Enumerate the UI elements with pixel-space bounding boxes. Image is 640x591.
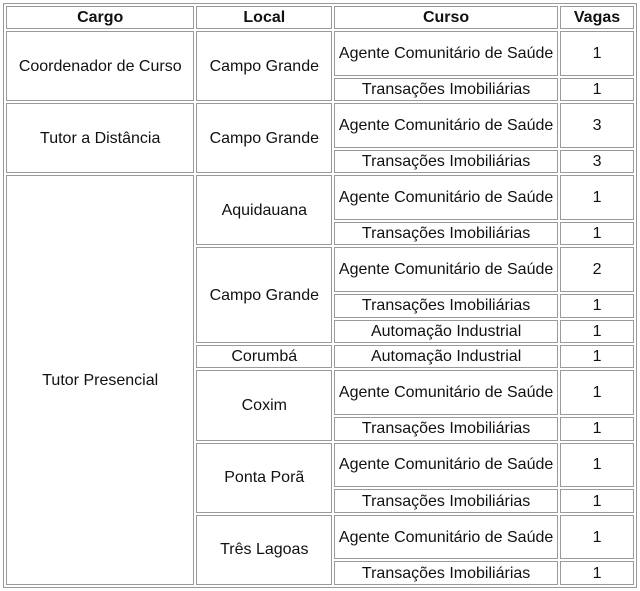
vagas-table [3,3,637,588]
header-vagas: Vagas [560,6,634,29]
table-row [6,103,634,148]
vagas-cell: 1 [560,320,634,343]
curso-cell: Transações Imobiliárias [334,561,558,585]
curso-cell: Transações Imobiliárias [334,489,558,512]
local-cell: Campo Grande [196,31,332,101]
cargo-cell: Tutor Presencial [6,175,194,585]
curso-cell: Automação Industrial [334,345,558,368]
header-curso: Curso [334,6,558,29]
header-cargo: Cargo [6,6,194,29]
vagas-cell: 1 [560,370,634,415]
curso-cell: Agente Comunitário de Saúde [334,175,558,220]
vagas-cell: 1 [560,561,634,585]
vagas-cell: 1 [560,31,634,76]
vagas-cell: 2 [560,247,634,292]
cargo-cell: Tutor a Distância [6,103,194,173]
vagas-cell: 1 [560,515,634,560]
table-row [6,175,634,220]
cargo-cell: Coordenador de Curso [6,31,194,101]
vagas-cell: 3 [560,150,634,173]
curso-cell: Transações Imobiliárias [334,78,558,101]
vagas-cell: 1 [560,222,634,245]
table-row [6,31,634,76]
curso-cell: Transações Imobiliárias [334,294,558,317]
vagas-cell: 1 [560,443,634,488]
curso-cell: Agente Comunitário de Saúde [334,247,558,292]
vagas-cell: 1 [560,175,634,220]
local-cell: Três Lagoas [196,515,332,585]
local-cell: Corumbá [196,345,332,368]
vagas-cell: 1 [560,489,634,512]
curso-cell: Agente Comunitário de Saúde [334,103,558,148]
header-local: Local [196,6,332,29]
local-cell: Ponta Porã [196,443,332,513]
local-cell: Campo Grande [196,247,332,343]
vagas-cell: 1 [560,294,634,317]
header-row [6,6,634,29]
vagas-cell: 1 [560,417,634,440]
vagas-cell: 1 [560,345,634,368]
curso-cell: Agente Comunitário de Saúde [334,443,558,488]
curso-cell: Agente Comunitário de Saúde [334,515,558,560]
vagas-cell: 3 [560,103,634,148]
curso-cell: Transações Imobiliárias [334,417,558,440]
curso-cell: Transações Imobiliárias [334,150,558,173]
local-cell: Campo Grande [196,103,332,173]
curso-cell: Agente Comunitário de Saúde [334,31,558,76]
vagas-cell: 1 [560,78,634,101]
local-cell: Aquidauana [196,175,332,245]
local-cell: Coxim [196,370,332,440]
curso-cell: Agente Comunitário de Saúde [334,370,558,415]
curso-cell: Transações Imobiliárias [334,222,558,245]
curso-cell: Automação Industrial [334,320,558,343]
